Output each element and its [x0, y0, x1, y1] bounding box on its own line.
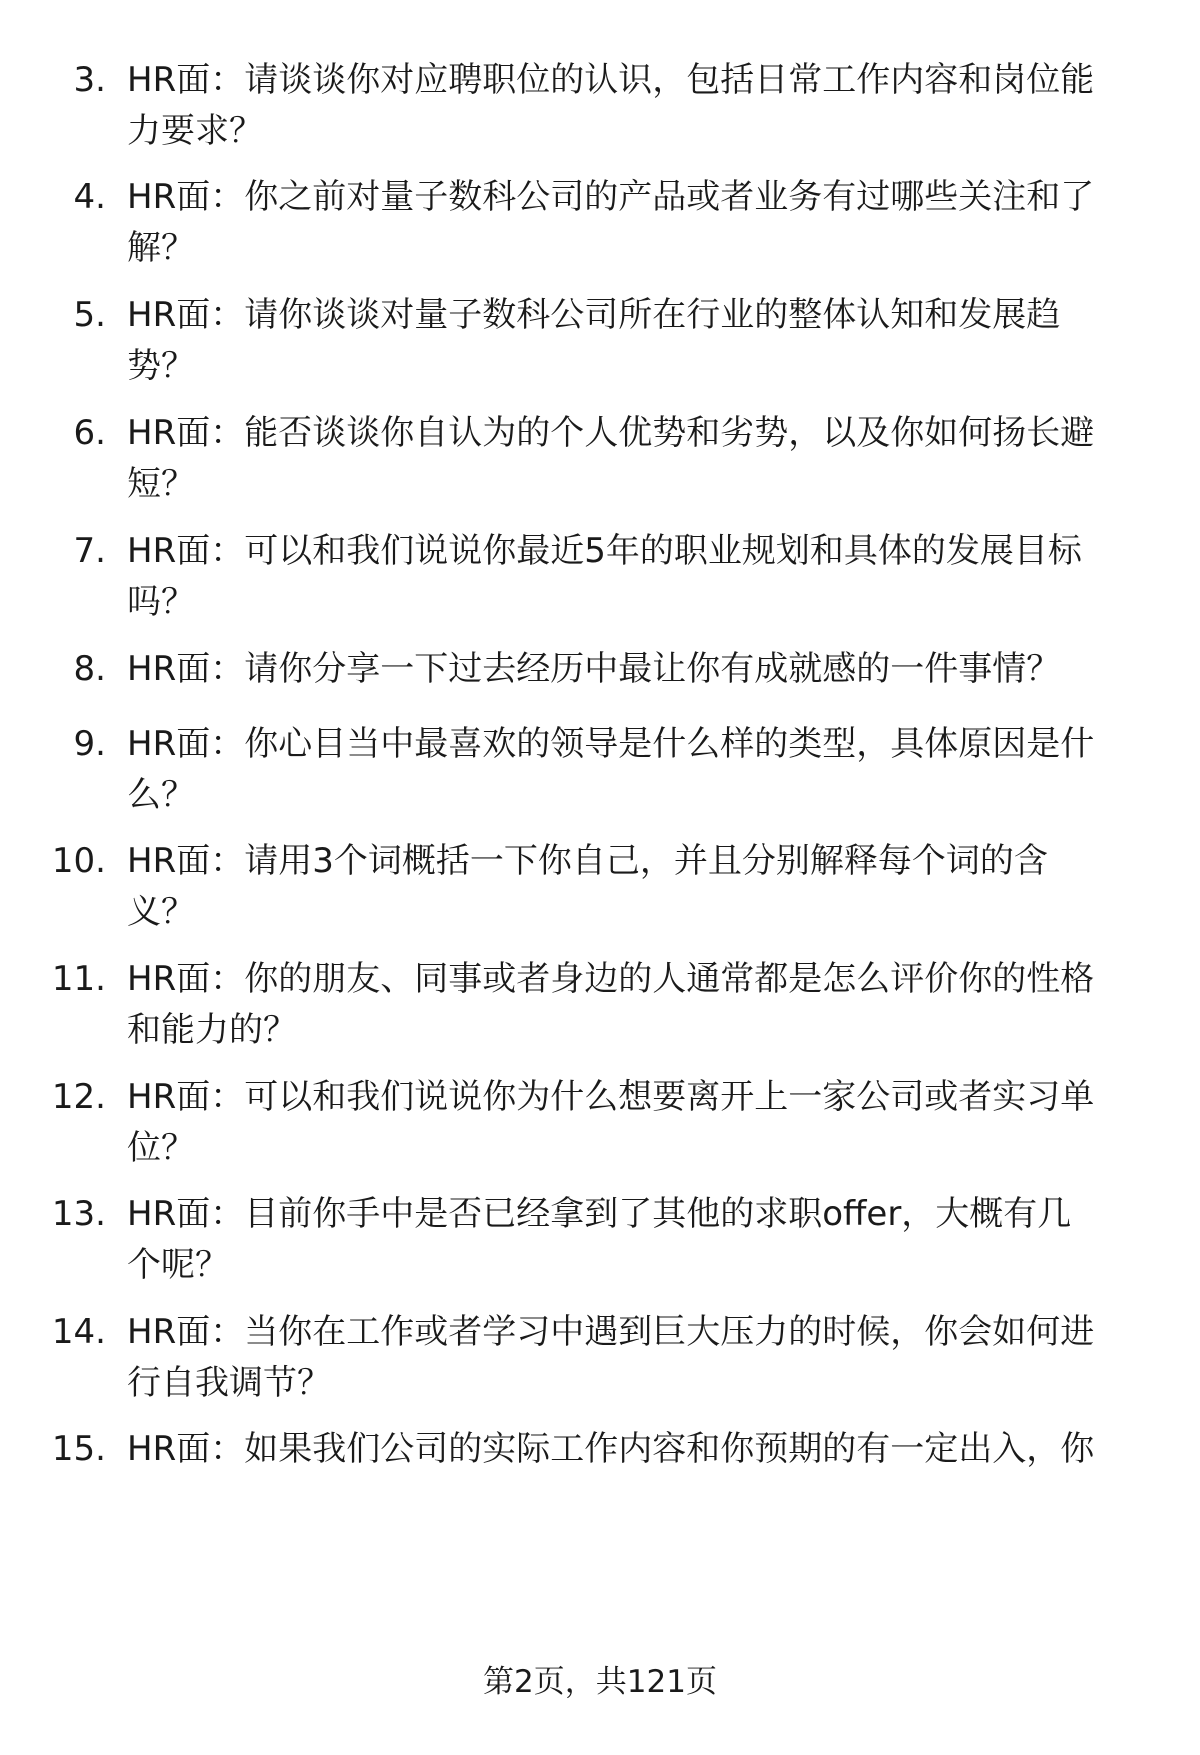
question-text	[127, 1072, 1157, 1174]
question-text	[127, 1424, 1157, 1475]
question-text-line: HR面：你的朋友、同事或者身边的人通常都是怎么评价你的性格	[127, 959, 1095, 999]
question-text-line: HR面：可以和我们说说你为什么想要离开上一家公司或者实习单	[127, 1077, 1095, 1117]
question-text	[127, 1307, 1157, 1409]
question-text-line: HR面：目前你手中是否已经拿到了其他的求职offer，大概有几	[127, 1194, 1072, 1234]
question-text-line: 势？	[127, 346, 195, 386]
page-footer: 第2页，共121页	[483, 1664, 717, 1700]
question-text-line: 义？	[127, 892, 195, 932]
question-text	[127, 719, 1157, 821]
question-text	[127, 55, 1157, 157]
question-number: 7.	[73, 531, 106, 571]
question-number: 12.	[51, 1077, 106, 1117]
question-text	[127, 836, 1157, 938]
question-text-line: 和能力的？	[127, 1010, 297, 1050]
question-text	[127, 954, 1157, 1056]
question-number: 13.	[51, 1194, 106, 1234]
question-text-line: 解？	[127, 228, 195, 268]
question-text	[127, 290, 1157, 392]
question-number: 10.	[51, 841, 106, 881]
question-number: 14.	[51, 1312, 106, 1352]
question-text-line: 位？	[127, 1128, 195, 1168]
question-text-line: 力要求？	[127, 111, 263, 151]
question-number: 5.	[73, 295, 106, 335]
question-text-line: HR面：当你在工作或者学习中遇到巨大压力的时候，你会如何进	[127, 1312, 1095, 1352]
question-number: 9.	[73, 724, 106, 764]
question-text-line: 短？	[127, 464, 195, 504]
question-text-line: 行自我调节？	[127, 1363, 331, 1403]
question-text	[127, 408, 1157, 510]
question-number: 15.	[51, 1429, 106, 1469]
question-text-line: HR面：你之前对量子数科公司的产品或者业务有过哪些关注和了	[127, 177, 1095, 217]
question-text-line: HR面：可以和我们说说你最近5年的职业规划和具体的发展目标	[127, 531, 1082, 571]
question-number: 4.	[73, 177, 106, 217]
question-text	[127, 526, 1157, 628]
question-number: 3.	[73, 60, 106, 100]
question-text-line: 个呢？	[127, 1245, 229, 1285]
question-number: 11.	[51, 959, 106, 999]
question-number: 6.	[73, 413, 106, 453]
question-text	[127, 1189, 1157, 1291]
question-text-line: 吗？	[127, 582, 195, 622]
question-text-line: HR面：能否谈谈你自认为的个人优势和劣势，以及你如何扬长避	[127, 413, 1095, 453]
question-number: 8.	[73, 649, 106, 689]
question-text-line: HR面：请你谈谈对量子数科公司所在行业的整体认知和发展趋	[127, 295, 1061, 335]
question-text-line: HR面：你心目当中最喜欢的领导是什么样的类型，具体原因是什	[127, 724, 1095, 764]
question-text-line: 么？	[127, 775, 195, 815]
question-text-line: HR面：请谈谈你对应聘职位的认识，包括日常工作内容和岗位能	[127, 60, 1095, 100]
question-text-line: HR面：如果我们公司的实际工作内容和你预期的有一定出入，你	[127, 1429, 1095, 1469]
question-text	[127, 644, 1157, 695]
question-text-line: HR面：请用3个词概括一下你自己，并且分别解释每个词的含	[127, 841, 1048, 881]
question-text	[127, 172, 1157, 274]
question-text-line: HR面：请你分享一下过去经历中最让你有成就感的一件事情？	[127, 649, 1061, 689]
